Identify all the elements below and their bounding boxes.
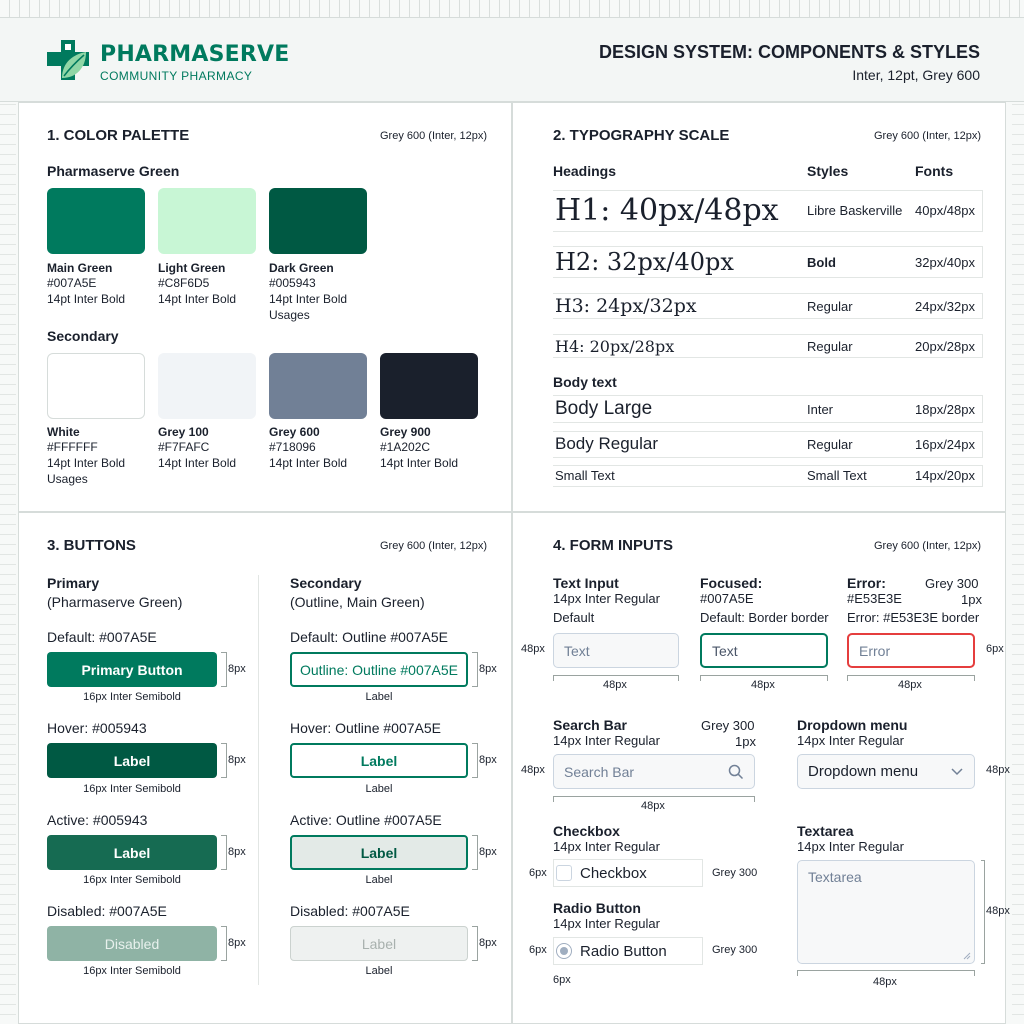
type-sample: Body Regular	[555, 434, 659, 453]
dimension-bracket	[981, 860, 985, 964]
dimension-label: 8px	[228, 663, 246, 675]
type-sample: H4: 20px/28px	[555, 337, 675, 356]
state-label: Default: Outline #007A5E	[290, 629, 448, 645]
swatch-note: Usages	[47, 472, 88, 486]
dropdown-value: Dropdown menu	[808, 763, 919, 780]
swatch-main-green[interactable]	[47, 188, 145, 254]
primary-button-active[interactable]: Label	[47, 835, 217, 870]
secondary-button-default[interactable]: Outline: Outline #007A5E	[290, 652, 468, 687]
secondary-button-active[interactable]: Label	[290, 835, 468, 870]
swatch-font: 14pt Inter Bold	[47, 292, 126, 306]
body-text-label: Body text	[553, 374, 617, 390]
border-width-note: 1px	[735, 734, 756, 749]
primary-group-label: Pharmaserve Green	[47, 163, 180, 179]
type-style: Inter	[807, 402, 834, 417]
pharmacy-cross-leaf-icon	[44, 38, 92, 84]
dimension-label: 6px	[529, 867, 547, 879]
border-color-note: Grey 300	[712, 944, 758, 956]
page-title: DESIGN SYSTEM: COMPONENTS & STYLES	[598, 42, 980, 62]
spec-title: Search Bar	[553, 717, 627, 733]
dimension-bracket	[472, 835, 478, 870]
button-caption: 16px Inter Semibold	[83, 965, 181, 977]
color-palette-panel	[18, 102, 512, 512]
type-row-body-regular	[553, 431, 983, 458]
swatch-name: Dark Green	[269, 261, 334, 275]
dimension-label: 48px	[898, 679, 922, 691]
radio-dot	[560, 947, 568, 955]
right-ruler	[1012, 102, 1024, 1024]
type-size: 32px/40px	[915, 255, 975, 270]
buttons-panel	[18, 512, 512, 1024]
secondary-heading: Secondary	[290, 575, 362, 591]
type-row-h3	[553, 293, 983, 319]
dimension-label: 8px	[228, 846, 246, 858]
secondary-group-label: Secondary	[47, 328, 119, 344]
checkbox-label: Checkbox	[580, 864, 647, 882]
border-color-note: Grey 300	[701, 718, 755, 733]
col-fonts: Fonts	[915, 163, 954, 179]
dropdown-spec	[797, 717, 907, 748]
type-style: Regular	[807, 339, 853, 354]
type-sample: H1: 40px/48px	[555, 193, 779, 228]
dimension-bracket	[472, 926, 478, 961]
textarea-spec	[797, 823, 904, 854]
swatch-font: 14pt Inter Bold	[380, 456, 459, 470]
type-style: Regular	[807, 299, 853, 314]
primary-heading: Primary	[47, 575, 100, 591]
swatch-name: Light Green	[158, 261, 226, 275]
button-caption: 16px Inter Semibold	[83, 874, 181, 886]
type-row-small	[553, 465, 983, 487]
type-size: 14px/20px	[915, 468, 975, 483]
panel-title: 4. FORM INPUTS	[553, 537, 674, 554]
dropdown-menu[interactable]	[797, 754, 975, 789]
spec-line: Error: #E53E3E border	[847, 610, 980, 625]
page-subtitle: Inter, 12pt, Grey 600	[852, 67, 980, 83]
search-bar-spec	[553, 717, 660, 748]
dimension-label: 8px	[228, 937, 246, 949]
type-sample: H3: 24px/32px	[555, 295, 697, 317]
checkbox-box[interactable]	[556, 865, 572, 881]
type-style: Bold	[807, 255, 836, 270]
dimension-label: 48px	[521, 764, 545, 776]
dimension-bracket	[221, 743, 227, 778]
top-ruler	[0, 0, 1024, 18]
spec-line: #007A5E	[700, 591, 754, 606]
type-style: Libre Baskerville	[807, 203, 903, 218]
panel-meta: Grey 600 (Inter, 12px)	[380, 540, 487, 552]
type-style: Small Text	[807, 468, 867, 483]
secondary-button-hover[interactable]: Label	[290, 743, 468, 778]
panel-meta: Grey 600 (Inter, 12px)	[874, 130, 981, 142]
brand	[100, 42, 290, 83]
swatch-font: 14pt Inter Bold	[269, 456, 348, 470]
text-input-default[interactable]: Text	[553, 633, 679, 668]
swatch-hex: #007A5E	[47, 276, 97, 290]
primary-button-default[interactable]: Primary Button	[47, 652, 217, 687]
chevron-down-icon[interactable]	[950, 767, 964, 777]
swatch-grey-600[interactable]	[269, 353, 367, 419]
dimension-label: 48px	[986, 905, 1010, 917]
dimension-label: 48px	[603, 679, 627, 691]
button-caption: Label	[365, 783, 393, 795]
type-row-body-large	[553, 395, 983, 423]
swatch-hex: #718096	[269, 440, 316, 454]
state-label: Active: #005943	[47, 812, 148, 828]
primary-subheading: (Pharmaserve Green)	[47, 594, 183, 610]
type-size: 24px/32px	[915, 299, 975, 314]
primary-button-hover[interactable]: Label	[47, 743, 217, 778]
panel-title: 1. COLOR PALETTE	[47, 127, 190, 144]
swatch-hex: #FFFFFF	[47, 440, 98, 454]
border-width-note: 1px	[961, 592, 982, 607]
state-label: Default: #007A5E	[47, 629, 157, 645]
swatch-grey-100[interactable]	[158, 353, 256, 419]
type-sample: H2: 32px/40px	[555, 248, 734, 276]
brand-subtitle: COMMUNITY PHARMACY	[100, 69, 253, 83]
button-caption: Label	[365, 965, 393, 977]
type-sample: Body Large	[555, 398, 653, 419]
swatch-name: Grey 600	[269, 425, 320, 439]
type-size: 16px/24px	[915, 437, 975, 452]
spec-line: 14px Inter Regular	[553, 839, 660, 854]
search-placeholder: Search Bar	[564, 763, 635, 780]
type-row-h4	[553, 334, 983, 358]
swatch-info	[269, 425, 347, 471]
column-divider	[258, 575, 259, 985]
state-label: Hover: Outline #007A5E	[290, 720, 441, 736]
border-color-note: Grey 300	[712, 867, 758, 879]
swatch-info	[269, 261, 347, 323]
type-style: Regular	[807, 437, 853, 452]
spec-line: #E53E3E	[847, 591, 902, 606]
dimension-label: 6px	[553, 974, 571, 986]
spec-title: Checkbox	[553, 823, 620, 839]
border-color-note: Grey 300	[925, 576, 979, 591]
dimension-bracket	[472, 743, 478, 778]
swatch-info	[47, 261, 125, 307]
brand-name: PHARMASERVE	[100, 42, 290, 67]
spec-line: 14px Inter Regular	[797, 733, 904, 748]
dimension-label: 8px	[479, 937, 497, 949]
checkbox-row[interactable]	[553, 859, 703, 887]
spec-line: Default	[553, 610, 595, 625]
textarea-placeholder: Textarea	[808, 869, 862, 885]
focused-input-spec	[700, 575, 829, 625]
type-row-h1	[553, 190, 983, 232]
radio-row[interactable]	[553, 937, 703, 965]
swatch-hex: #005943	[269, 276, 316, 290]
radio-label: Radio Button	[580, 942, 667, 960]
swatch-font: 14pt Inter Bold	[158, 456, 237, 470]
dimension-bracket	[221, 835, 227, 870]
col-headings: Headings	[553, 163, 617, 179]
type-size: 18px/28px	[915, 402, 975, 417]
spec-line: 14px Inter Regular	[553, 916, 660, 931]
dimension-label: 8px	[479, 846, 497, 858]
spec-title: Text Input	[553, 575, 619, 591]
swatch-name: White	[47, 425, 80, 439]
type-sample: Small Text	[555, 468, 615, 483]
state-label: Hover: #005943	[47, 720, 147, 736]
swatch-hex: #C8F6D5	[158, 276, 210, 290]
text-input-focused[interactable]: Text	[700, 633, 828, 668]
search-icon[interactable]	[728, 764, 744, 780]
state-label: Disabled: #007A5E	[290, 903, 410, 919]
button-caption: Label	[365, 874, 393, 886]
col-styles: Styles	[807, 163, 849, 179]
textarea[interactable]	[797, 860, 975, 964]
search-input[interactable]	[553, 754, 755, 789]
page-header	[0, 18, 1024, 102]
spec-title: Radio Button	[553, 900, 641, 916]
state-label: Disabled: #007A5E	[47, 903, 167, 919]
form-inputs-panel	[512, 512, 1010, 1024]
button-caption: Label	[365, 691, 393, 703]
text-input-error[interactable]: Error	[847, 633, 975, 668]
spec-line: 14px Inter Regular	[553, 591, 660, 606]
dimension-label: 8px	[479, 754, 497, 766]
swatch-name: Grey 900	[380, 425, 431, 439]
text-input-spec	[553, 575, 660, 625]
swatch-name: Main Green	[47, 261, 113, 275]
state-label: Active: Outline #007A5E	[290, 812, 442, 828]
spec-title: Error:	[847, 575, 886, 591]
type-size: 40px/48px	[915, 203, 975, 218]
header-info	[599, 42, 980, 83]
dimension-bracket	[221, 652, 227, 687]
swatch-info	[158, 425, 236, 471]
dimension-label: 48px	[873, 976, 897, 988]
swatch-dark-green[interactable]	[269, 188, 367, 254]
dimension-label: 48px	[641, 800, 665, 812]
swatch-font: 14pt Inter Bold	[158, 292, 237, 306]
dimension-label: 6px	[529, 944, 547, 956]
panel-meta: Grey 600 (Inter, 12px)	[874, 540, 981, 552]
dimension-label: 8px	[479, 663, 497, 675]
left-ruler	[0, 102, 16, 1024]
typography-panel	[512, 102, 1006, 512]
dimension-bracket	[221, 926, 227, 961]
swatch-white[interactable]	[47, 353, 145, 419]
swatch-light-green[interactable]	[158, 188, 256, 254]
spec-line: Default: Border border	[700, 610, 829, 625]
secondary-button-disabled[interactable]: Label	[290, 926, 468, 961]
button-caption: 16px Inter Semibold	[83, 783, 181, 795]
radio-spec	[553, 900, 660, 931]
dimension-label: 8px	[228, 754, 246, 766]
swatch-hex: #F7FAFC	[158, 440, 210, 454]
dimension-label: 48px	[751, 679, 775, 691]
type-size: 20px/28px	[915, 339, 975, 354]
type-row-h2	[553, 246, 983, 278]
swatch-note: Usages	[269, 308, 310, 322]
checkbox-spec	[553, 823, 660, 854]
radio-circle[interactable]	[556, 943, 572, 959]
dimension-label: 48px	[521, 643, 545, 655]
panel-title: 3. BUTTONS	[47, 537, 136, 554]
spec-title: Focused:	[700, 575, 763, 591]
swatch-font: 14pt Inter Bold	[47, 456, 126, 470]
dimension-label: 6px	[986, 643, 1004, 655]
swatch-name: Grey 100	[158, 425, 209, 439]
secondary-subheading: (Outline, Main Green)	[290, 594, 425, 610]
swatch-info	[158, 261, 236, 307]
panel-title: 2. TYPOGRAPHY SCALE	[553, 127, 730, 144]
dimension-bracket	[472, 652, 478, 687]
spec-line: 14px Inter Regular	[797, 839, 904, 854]
resize-handle-icon[interactable]	[963, 952, 971, 960]
spec-title: Dropdown menu	[797, 717, 908, 733]
swatch-info	[380, 425, 458, 471]
spec-line: 14px Inter Regular	[553, 733, 660, 748]
dimension-label: 48px	[986, 764, 1010, 776]
swatch-info	[47, 425, 125, 487]
swatch-grey-900[interactable]	[380, 353, 478, 419]
spec-title: Textarea	[797, 823, 854, 839]
swatch-hex: #1A202C	[380, 440, 431, 454]
panel-meta: Grey 600 (Inter, 12px)	[380, 130, 487, 142]
primary-button-disabled[interactable]: Disabled	[47, 926, 217, 961]
swatch-font: 14pt Inter Bold	[269, 292, 348, 306]
button-caption: 16px Inter Semibold	[83, 691, 181, 703]
